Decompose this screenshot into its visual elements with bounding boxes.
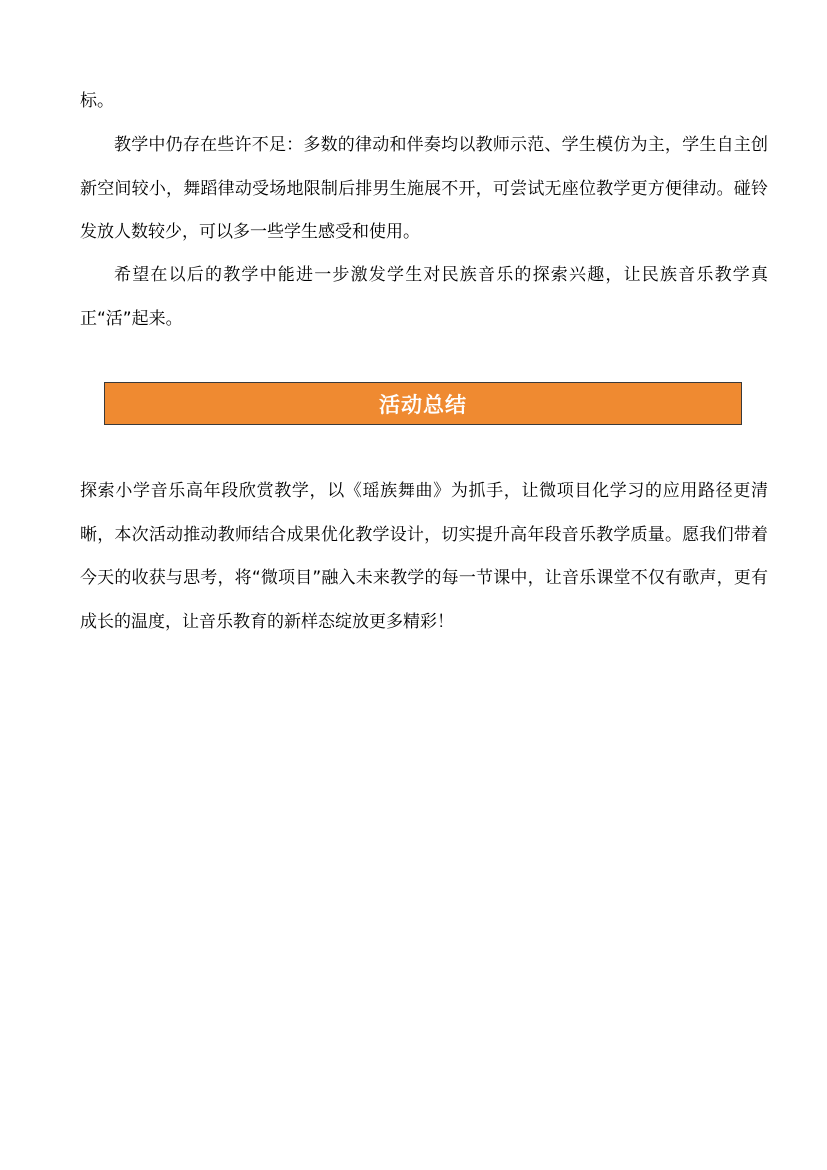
- section-title: 活动总结: [379, 392, 467, 417]
- paragraph-shortcomings: 教学中仍存在些许不足：多数的律动和伴奏均以教师示范、学生模仿为主，学生自主创新空间较小，舞蹈律动受场地限制后排男生施展不开，可尝试无座位教学更方便律动。碰铃发放人数较少，可以多一些学生感受和使用。: [80, 135, 768, 242]
- paragraph-hope: 希望在以后的教学中能进一步激发学生对民族音乐的探索兴趣，让民族音乐教学真正“活”起来。: [80, 265, 768, 329]
- section-banner: [104, 382, 742, 425]
- paragraph-summary: 探索小学音乐高年段欣赏教学，以《瑶族舞曲》为抓手，让微项目化学习的应用路径更清晰，本次活动推动教师结合成果优化教学设计，切实提升高年段音乐教学质量。愿我们带着今天的收获与思考，将“微项目”融入未来教学的每一节课中，让音乐课堂不仅有歌声，更有成长的温度，让音乐教育的新样态绽放更多精彩！: [80, 481, 768, 632]
- paragraph-continuation: 标。: [80, 91, 114, 111]
